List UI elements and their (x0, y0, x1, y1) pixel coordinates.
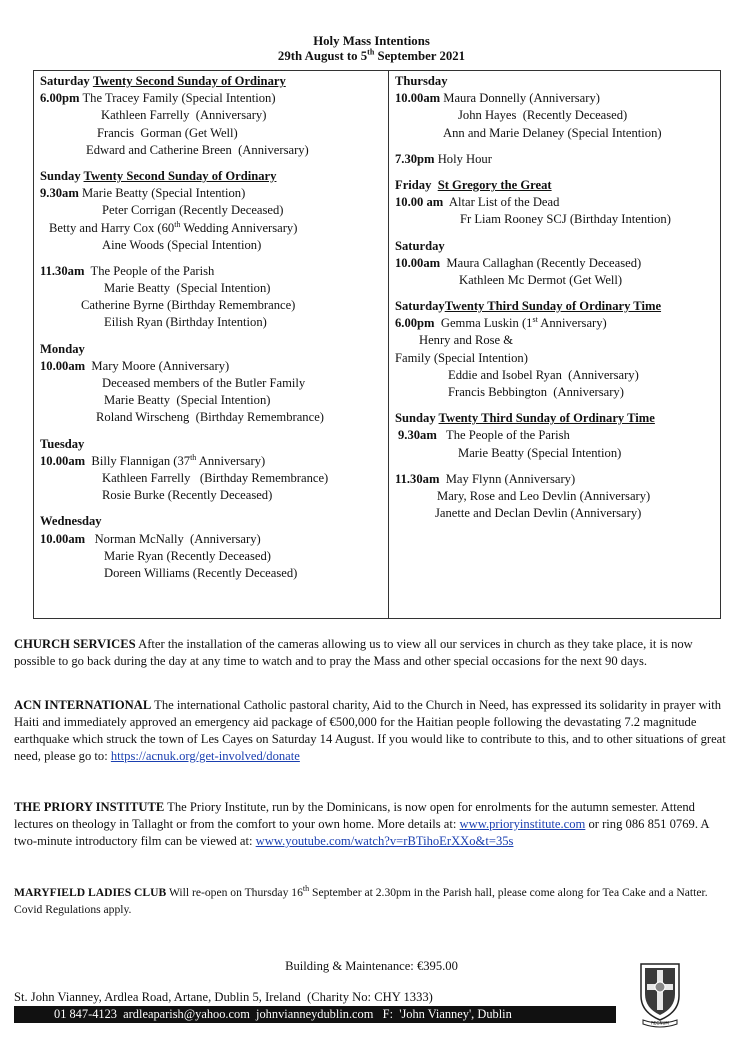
intention-line: Kathleen Farrelly (Birthday Remembrance) (102, 470, 329, 485)
intention-line: 10.00 am Altar List of the Dead (395, 195, 560, 210)
day-heading: Saturday (395, 238, 445, 253)
intention-line: John Hayes (Recently Deceased) (458, 108, 628, 123)
intention-line: Eilish Ryan (Birthday Intention) (104, 315, 267, 330)
intention-line: 6.00pm The Tracey Family (Special Intention) (40, 91, 276, 106)
church-services-notice: CHURCH SERVICES After the installation of the cameras allowing us to view all our services in church as they take place, it is now possible to go back during the day at any time to watch and to pray the Mass and other special occasions for the next 90 days. (14, 637, 693, 668)
intention-line: 10.00am Mary Moore (Anniversary) (40, 358, 230, 373)
priory-notice: THE PRIORY INSTITUTE The Priory Institute, run by the Dominicans, is now open for enrolments for the autumn semester. Attend lectures on theology in Tallaght or from the comfort to your own home. More details at: www.prioryinstitute.com or ring 086 851 0769. A two-minute introductory film can be viewed at: www.youtube.com/watch?v=rBTihoErXXo&t=35s (14, 800, 709, 848)
maryfield-notice: MARYFIELD LADIES CLUB Will re-open on Thursday 16th September at 2.30pm in the Parish hall, please come along for Tea Cake and a Natter. Covid Regulations apply. (14, 884, 708, 916)
date-range: 29th August to 5th September 2021 (277, 47, 466, 63)
intention-line: 9.30am The People of the Parish (398, 428, 570, 443)
intention-line: 11.30am The People of the Parish (40, 263, 215, 278)
day-heading: Tuesday (40, 436, 85, 451)
crest-motto: REGNUM (651, 1020, 669, 1026)
acn-notice: ACN INTERNATIONAL The international Catholic pastoral charity, Aid to the Church in Need, has expressed its solidarity in prayer with Haiti and immediately approved an emergency aid package of €500,000 for the Haitian people following the devastating 7.2 magnitude earthquake which struck the town of Les Cayes on Saturday 14 August. If you would like to contribute to this, and to other situations of great need, please go to: https://acnuk.org/get-involved/donate (14, 698, 726, 763)
intention-line: Janette and Declan Devlin (Anniversary) (435, 506, 642, 521)
intention-line: Doreen Williams (Recently Deceased) (104, 565, 298, 580)
intention-line: Kathleen Farrelly (Anniversary) (101, 108, 267, 123)
intention-line: Aine Woods (Special Intention) (102, 237, 262, 252)
intention-line: Kathleen Mc Dermot (Get Well) (459, 272, 623, 287)
intention-line: 9.30am Marie Beatty (Special Intention) (40, 186, 246, 201)
intention-line: Mary, Rose and Leo Devlin (Anniversary) (437, 488, 651, 503)
intention-line: Roland Wirscheng (Birthday Remembrance) (96, 410, 324, 425)
notice-heading: THE PRIORY INSTITUTE (14, 800, 165, 814)
intention-line: Francis Gorman (Get Well) (97, 125, 238, 140)
title-line: Holy Mass Intentions (313, 34, 430, 48)
day-heading: Sunday Twenty Second Sunday of Ordinary (40, 168, 277, 183)
day-heading: Sunday Twenty Third Sunday of Ordinary Time (395, 411, 655, 426)
right-column (395, 73, 719, 522)
page-title (0, 34, 743, 64)
parish-crest-icon (635, 958, 685, 1028)
day-heading: Monday (40, 341, 85, 356)
left-column (40, 73, 384, 582)
column-divider (388, 71, 389, 618)
intention-line: Catherine Byrne (Birthday Remembrance) (81, 298, 296, 313)
intention-line: Marie Ryan (Recently Deceased) (104, 548, 271, 563)
intention-line: Ann and Marie Delaney (Special Intention) (443, 125, 662, 140)
intentions-table (33, 70, 721, 619)
priory-website-link[interactable]: www.prioryinstitute.com (459, 817, 586, 831)
intention-line: 7.30pm Holy Hour (395, 151, 492, 166)
day-heading: Saturday Twenty Second Sunday of Ordinary (40, 74, 286, 88)
intention-line: Eddie and Isobel Ryan (Anniversary) (448, 367, 639, 382)
notice-heading: MARYFIELD LADIES CLUB (14, 886, 167, 899)
contact-bar: 01 847-4123 ardleaparish@yahoo.com johnvianneydublin.com F: 'John Vianney', Dublin (14, 1006, 616, 1023)
youtube-video-link[interactable]: www.youtube.com/watch?v=rBTihoErXXo&t=35s (255, 834, 514, 848)
day-heading: Friday St Gregory the Great (395, 177, 552, 192)
building-maintenance: Building & Maintenance: €395.00 (285, 959, 458, 973)
intention-line: Family (Special Intention) (395, 350, 528, 365)
notice-heading: ACN INTERNATIONAL (14, 698, 152, 712)
day-heading: Thursday (395, 74, 448, 88)
intention-line: Peter Corrigan (Recently Deceased) (102, 203, 284, 218)
intention-line: Edward and Catherine Breen (Anniversary) (86, 142, 309, 157)
intention-line: Fr Liam Rooney SCJ (Birthday Intention) (460, 212, 671, 227)
intention-line: 10.00am Billy Flannigan (37th Anniversary) (40, 452, 266, 468)
intention-line: 10.00am Maura Callaghan (Recently Deceased) (395, 255, 642, 270)
intention-line: 6.00pm Gemma Luskin (1st Anniversary) (395, 315, 607, 331)
intention-line: Deceased members of the Butler Family (102, 376, 306, 390)
intention-line: 10.00am Norman McNally (Anniversary) (40, 531, 261, 546)
intention-line: Marie Beatty (Special Intention) (104, 281, 271, 296)
notice-heading: CHURCH SERVICES (14, 637, 136, 651)
intention-line: Betty and Harry Cox (60th Wedding Anniversary) (49, 219, 298, 235)
day-heading: SaturdayTwenty Third Sunday of Ordinary Time (395, 299, 662, 314)
intention-line: Marie Beatty (Special Intention) (104, 393, 271, 408)
day-heading: Wednesday (40, 514, 102, 529)
intention-line: Francis Bebbington (Anniversary) (448, 385, 624, 399)
parish-address: St. John Vianney, Ardlea Road, Artane, Dublin 5, Ireland (Charity No: CHY 1333) (14, 990, 433, 1004)
intention-line: Marie Beatty (Special Intention) (458, 445, 622, 460)
intention-line: Rosie Burke (Recently Deceased) (102, 488, 273, 503)
intention-line: Henry and Rose & (419, 333, 514, 348)
intention-line: 11.30am May Flynn (Anniversary) (395, 471, 576, 486)
acn-donate-link[interactable]: https://acnuk.org/get-involved/donate (110, 749, 300, 763)
intention-line: 10.00am Maura Donnelly (Anniversary) (395, 91, 600, 106)
